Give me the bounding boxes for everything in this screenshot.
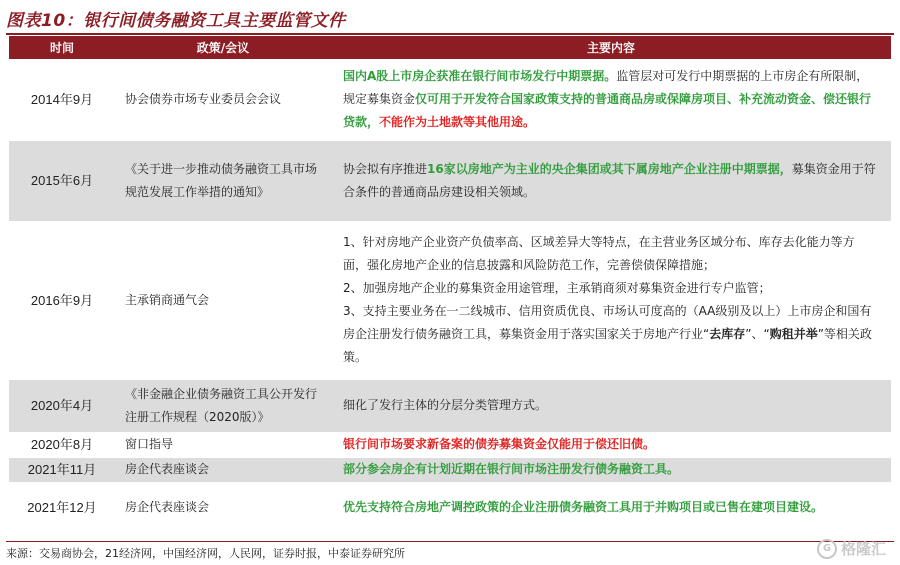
content-segment: 不能作为土地款等其他用途。: [379, 114, 536, 129]
table-row: [9, 379, 891, 432]
cell-policy: 房企代表座谈会: [115, 482, 331, 533]
content-segment: 募集资金用于符合条件的普通商品房建设相关领域。: [343, 161, 876, 199]
content-segment: 优先支持符合房地产调控政策的企业注册债务融资工具用于并购项目或已售在建项目建设。: [343, 500, 824, 514]
cell-policy: 窗口指导: [115, 432, 331, 457]
regulation-table: [9, 36, 891, 534]
cell-content: [331, 221, 891, 379]
cell-content: [331, 379, 891, 432]
source-note: 来源：交易商协会，21经济网，中国经济网，人民网，证券时报，中泰证券研究所: [6, 547, 405, 560]
content-segment: 购租并举: [769, 327, 818, 341]
content-segment: 1、针对房地产企业资产负债率高、区域差异大等特点，在主营业务区域分布、库存去化能力等方面，强化房地产企业的信息披露和风险防范工作，完善偿债保障措施；: [343, 235, 855, 272]
cell-time: 2021年12月: [9, 482, 115, 533]
header-content: 主要内容: [331, 36, 891, 59]
cell-policy: 《非金融企业债务融资工具公开发行注册工作规程（2020版）》: [115, 379, 331, 432]
table-row: [9, 59, 891, 140]
table-row: [9, 221, 891, 379]
header-time: 时间: [9, 36, 115, 59]
cell-content: [331, 482, 891, 533]
content-segment: 部分参会房企有计划近期在银行间市场注册发行债务融资工具。: [343, 462, 680, 476]
figure-title: 图表10：银行间债务融资工具主要监管文件: [6, 11, 346, 31]
content-segment: 仅可用于开发符合国家政策支持的普通商品房或保障房项目、补充流动资金、偿还银行贷款，: [343, 91, 872, 129]
table-header-row: [9, 36, 891, 59]
table-row: [9, 432, 891, 457]
cell-policy: 房企代表座谈会: [115, 457, 331, 482]
content-segment: 细化了发行主体的分层分类管理方式。: [343, 398, 548, 412]
content-segment: 去库存: [709, 327, 746, 341]
content-segment: 银行间市场要求新备案的债券募集资金仅能用于偿还旧债。: [343, 437, 656, 451]
content-segment: 协会拟有序推进: [343, 161, 428, 176]
watermark-icon: G: [817, 539, 837, 559]
header-policy: 政策/会议: [115, 36, 331, 59]
cell-time: 2020年8月: [9, 432, 115, 457]
table-row: [9, 457, 891, 482]
cell-content: [331, 140, 891, 221]
cell-time: 2014年9月: [9, 59, 115, 140]
cell-content: [331, 59, 891, 140]
content-segment: 3、支持主要业务在一二线城市、信用资质优良、市场认可度高的（AA级别及以上）上市房企和国有房企注册发行债务融资工具，募集资金用于落实国家关于房地产行业“: [343, 304, 872, 341]
cell-content: [331, 432, 891, 457]
cell-policy: 主承销商通气会: [115, 221, 331, 379]
cell-policy: 协会债券市场专业委员会会议: [115, 59, 331, 140]
content-segment: 监管层对可发行中期票据的上市房企有所限制，规定募集资金: [343, 68, 869, 106]
source-rule: [6, 541, 894, 542]
content-segment: 国内A股上市房企获准在银行间市场发行中期票据。: [343, 68, 617, 83]
content-segment: ”等相关政策。: [343, 327, 872, 364]
table-row: [9, 140, 891, 221]
cell-time: 2021年11月: [9, 457, 115, 482]
cell-time: 2020年4月: [9, 379, 115, 432]
content-segment: ”、“: [745, 327, 770, 341]
cell-content: [331, 457, 891, 482]
watermark-logo: [817, 538, 886, 559]
content-segment: 16家以房地产为主业的央企集团或其下属房地产企业注册中期票据，: [427, 161, 792, 176]
table-row: [9, 482, 891, 533]
cell-time: 2016年9月: [9, 221, 115, 379]
content-segment: 2、加强房地产企业的募集资金用途管理，主承销商须对募集资金进行专户监管；: [343, 281, 771, 295]
title-rule: [6, 33, 894, 35]
watermark-text: 格隆汇: [840, 540, 886, 558]
cell-policy: 《关于进一步推动债务融资工具市场规范发展工作举措的通知》: [115, 140, 331, 221]
cell-time: 2015年6月: [9, 140, 115, 221]
